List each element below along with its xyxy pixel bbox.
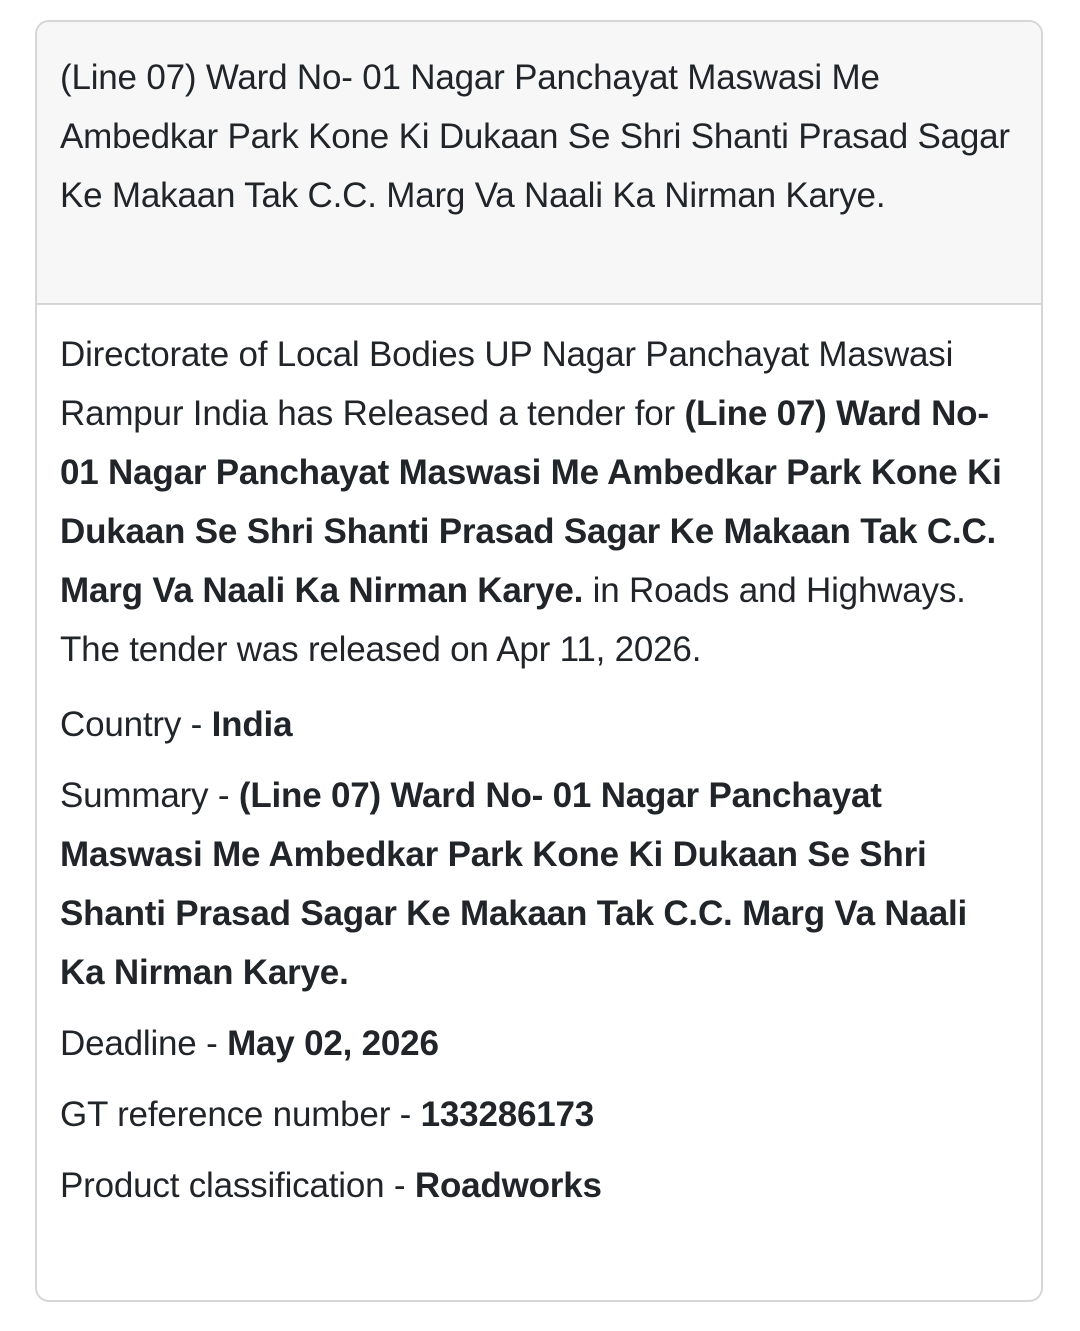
field-label: GT reference number - xyxy=(60,1095,421,1134)
field-deadline xyxy=(60,1014,1017,1073)
field-label: Country - xyxy=(60,705,212,744)
field-value: May 02, 2026 xyxy=(227,1024,439,1063)
tender-details xyxy=(37,305,1041,1215)
field-value: (Line 07) Ward No- 01 Nagar Panchayat Maswasi Me Ambedkar Park Kone Ki Dukaan Se Shri Shanti Prasad Sagar Ke Makaan Tak C.C. Marg Va Naali Ka Nirman Karye. xyxy=(60,776,968,992)
field-value: 133286173 xyxy=(420,1095,595,1134)
tender-title-header: (Line 07) Ward No- 01 Nagar Panchayat Maswasi Me Ambedkar Park Kone Ki Dukaan Se Shri Shanti Prasad Sagar Ke Makaan Tak C.C. Marg Va Naali Ka Nirman Karye. xyxy=(37,22,1041,305)
tender-description xyxy=(60,325,1017,679)
field-country xyxy=(60,695,1017,754)
field-label: Product classification - xyxy=(60,1166,415,1205)
description-tender-title: (Line 07) Ward No- 01 Nagar Panchayat Maswasi Me Ambedkar Park Kone Ki Dukaan Se Shri Shanti Prasad Sagar Ke Makaan Tak C.C. Marg Va Naali Ka Nirman Karye. xyxy=(60,394,1002,610)
description-prefix: Directorate of Local Bodies UP Nagar Panchayat Maswasi Rampur India has Released a tender for xyxy=(60,335,954,433)
field-summary xyxy=(60,766,1017,1002)
field-product-classification xyxy=(60,1156,1017,1215)
field-value: Roadworks xyxy=(414,1166,602,1205)
field-value: India xyxy=(211,705,293,744)
tender-card xyxy=(35,20,1043,1302)
field-label: Summary - xyxy=(60,776,239,815)
field-label: Deadline - xyxy=(60,1024,228,1063)
field-gt-reference-number xyxy=(60,1085,1017,1144)
description-suffix: in Roads and Highways. The tender was released on Apr 11, 2026. xyxy=(60,571,966,669)
